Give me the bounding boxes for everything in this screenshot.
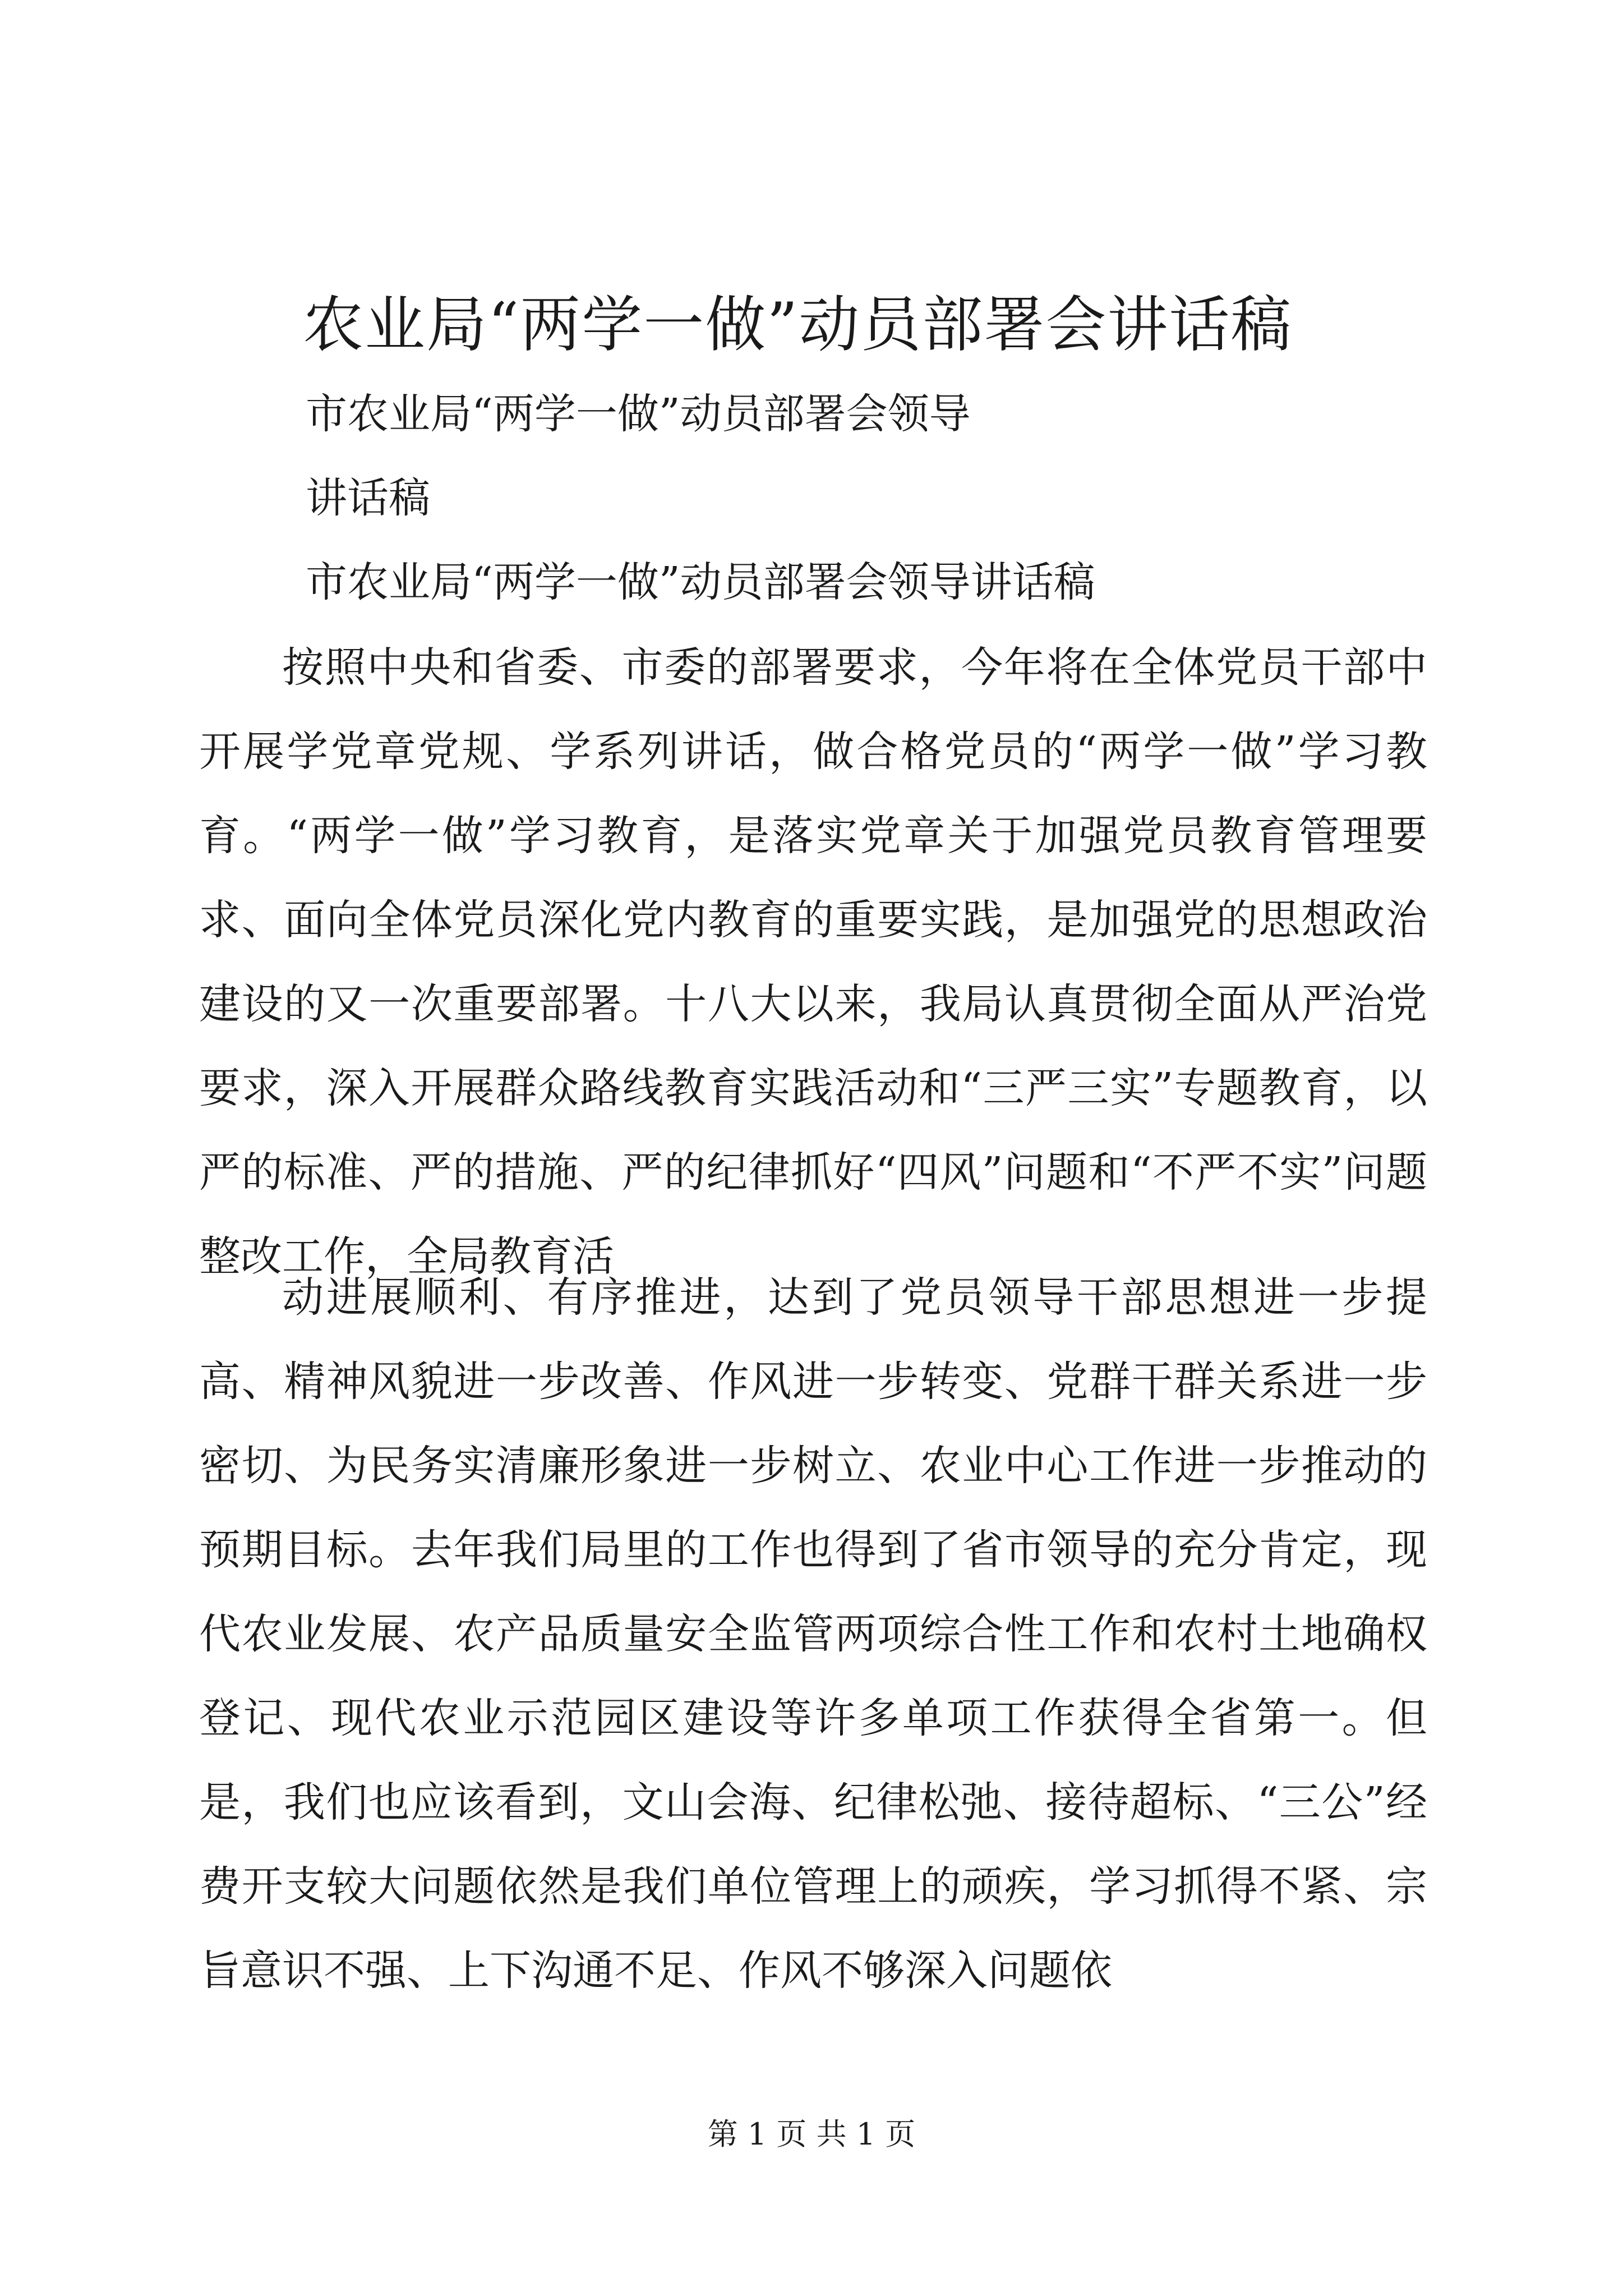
subtitle-line-1: 市农业局“两学一做”动员部署会领导 [306,390,971,438]
page-footer: 第 1 页 共 1 页 [707,2116,916,2152]
document-title: 农业局“两学一做”动员部署会讲话稿 [303,290,1293,360]
body-paragraph-2: 动进展顺利、有序推进，达到了党员领导干部思想进一步提高、精神风貌进一步改善、作风进一步转变、党群干群关系进一步密切、为民务实清廉形象进一步树立、农业中心工作进一步推动的预期目标。去年我们局里的工作也得到了省市领导的充分肯定，现代农业发展、农产品质量安全监管两项综合性工作和农村土地确权登记、现代农业示范园区建设等许多单项工作获得全省第一。但是，我们也应该看到，文山会海、纪律松弛、接待超标、“三公”经费开支较大问题依然是我们单位管理上的顽疾，学习抓得不紧、宗旨意识不强、上下沟通不足、作风不够深入问题依 [199,1273,1427,1995]
body-paragraph-1: 按照中央和省委、市委的部署要求，今年将在全体党员干部中开展学党章党规、学系列讲话，做合格党员的“两学一做”学习教育。“两学一做”学习教育，是落实党章关于加强党员教育管理要求、面向全体党员深化党内教育的重要实践，是加强党的思想政治建设的又一次重要部署。十八大以来，我局认真贯彻全面从严治党要求，深入开展群众路线教育实践活动和“三严三实”专题教育，以严的标准、严的措施、严的纪律抓好“四风”问题和“不严不实”问题整改工作，全局教育活 [199,643,1427,1281]
subtitle-line-3: 市农业局“两学一做”动员部署会领导讲话稿 [306,558,1095,606]
subtitle-line-2: 讲话稿 [306,474,430,522]
